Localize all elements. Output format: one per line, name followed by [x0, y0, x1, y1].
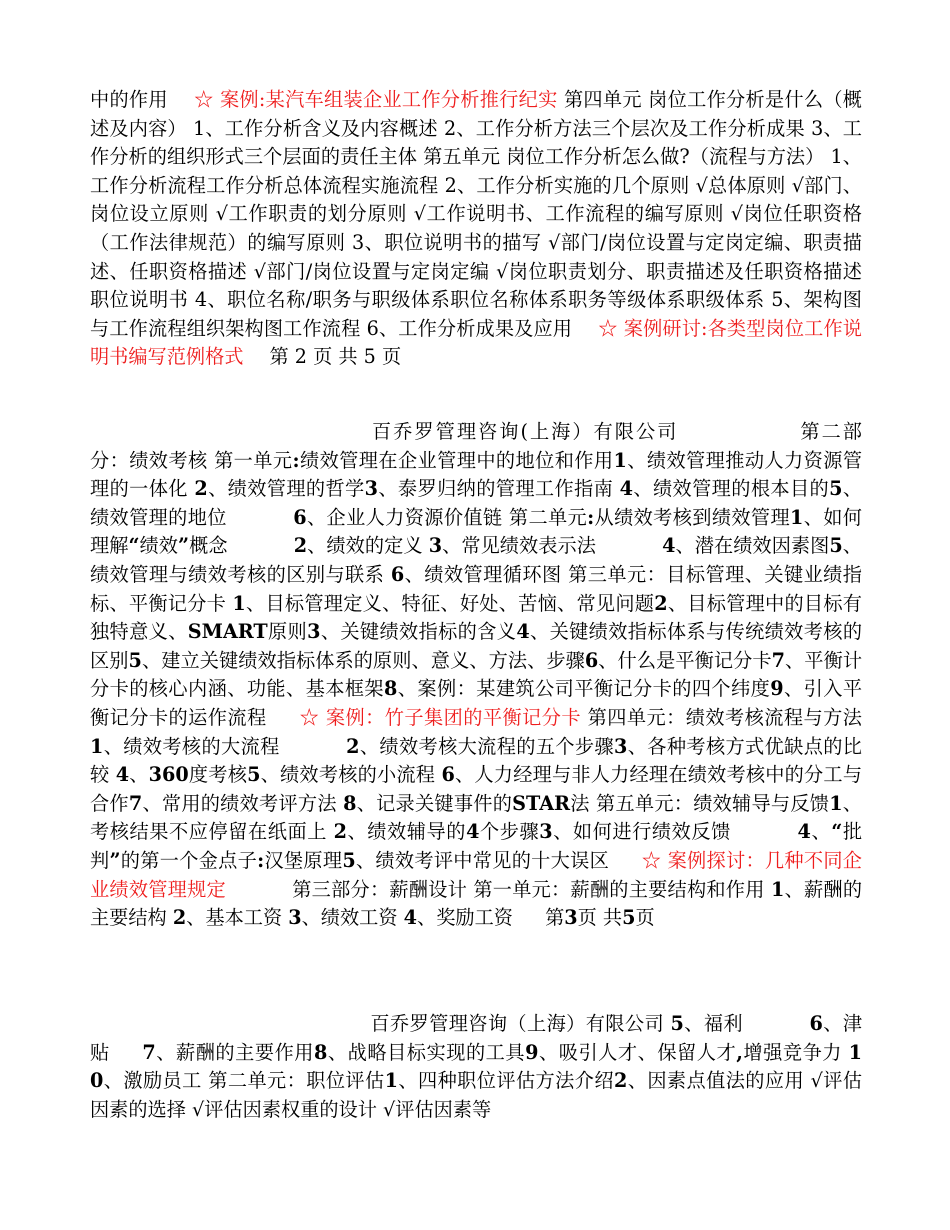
text-segment: 、泰罗归纳的管理工作指南: [377, 477, 620, 501]
text-bold: ”: [178, 534, 190, 558]
list-number: 8: [384, 677, 398, 701]
text-segment: 、绩效管理的根本目的: [633, 477, 830, 501]
list-number: 6: [809, 1012, 823, 1035]
text-segment: 第四单元：绩效考核流程与方法: [581, 705, 862, 729]
list-number: 9: [525, 1040, 539, 1064]
text-segment: 、潜在绩效因素图: [675, 534, 830, 558]
text-segment: 第: [545, 906, 565, 930]
list-number: 6: [584, 648, 599, 672]
text-segment: 、津贴: [90, 1012, 863, 1064]
text-segment: 、目标管理中的目标有独特意义、: [90, 591, 862, 644]
text-segment: 、绩效管理的地位: [90, 477, 863, 529]
list-number: 5: [670, 1012, 684, 1035]
list-number: 2: [346, 734, 360, 758]
text-segment: 、: [129, 763, 149, 787]
text-segment: 、引入平衡记分卡的运作流程: [90, 677, 863, 729]
text-segment: 、目标管理定义、特征、好处、苦恼、常见问题: [245, 591, 655, 615]
list-number: 1: [790, 505, 804, 529]
text-segment: 、绩效管理推动人力资源管理的一体化: [90, 448, 863, 501]
text-segment: 、四种职位评估方法介绍: [397, 1069, 614, 1093]
text-segment: 、福利: [683, 1012, 750, 1035]
text-bold: 5: [622, 906, 636, 930]
text-segment: 、绩效管理与绩效考核的区别与联系: [90, 534, 862, 586]
text-segment: 、什么是平衡记分卡: [598, 648, 772, 672]
list-number: 6: [390, 562, 405, 586]
text-segment: 法 第五单元：绩效辅导与反馈: [570, 791, 830, 815]
list-number: 1: [384, 1069, 398, 1093]
list-number: 3: [307, 620, 321, 644]
text-segment: 、绩效的定义: [307, 534, 429, 558]
text-segment: 、: [810, 820, 832, 844]
text-segment: 、薪酬的主要结构: [90, 877, 863, 930]
list-number: 2: [172, 906, 187, 930]
list-number: 1: [770, 877, 785, 901]
list-number: 7: [128, 791, 143, 815]
text-bold: :: [587, 505, 595, 529]
text-segment: 从绩效考核到绩效管理: [594, 505, 790, 529]
text-segment: 绩效管理在企业管理中的地位和作用: [299, 448, 614, 472]
list-number: 8: [343, 791, 357, 815]
text-segment: 的第一个金点子: [120, 848, 258, 872]
list-number: 4: [516, 620, 530, 644]
case-study-title: ☆ 案例探讨：几种不同企业绩效管理规定: [90, 848, 862, 901]
list-number: 10: [90, 1040, 863, 1093]
text-segment: 批判: [90, 820, 863, 872]
text-segment: 、关键绩效指标体系与传统绩效考核的区别: [90, 620, 863, 672]
list-number: 5: [247, 763, 261, 787]
text-segment: 、绩效辅导的: [347, 820, 467, 844]
list-number: 2: [333, 820, 347, 844]
list-number: 1: [829, 791, 843, 815]
list-number: 4: [619, 477, 634, 501]
list-number: 8: [314, 1040, 328, 1064]
text-segment: 、绩效考评中常见的十大误区: [355, 848, 616, 872]
text-segment: 、因素点值法的应用 √评估因素的选择 √评估因素权重的设计 √评估因素等: [90, 1069, 863, 1121]
page-number: [545, 906, 655, 929]
text-segment: 度考核: [188, 763, 248, 787]
list-number: 3: [614, 734, 628, 758]
text-segment: 个步骤: [479, 820, 540, 844]
text-segment: 绩效: [139, 534, 179, 558]
company-header: 百乔罗管理咨询(上海）有限公司: [370, 420, 679, 443]
list-number: 2: [654, 591, 668, 615]
list-number: 4: [115, 763, 130, 787]
text-segment: 、奖励工资: [417, 906, 520, 930]
case-study-title: ☆ 案例:某汽车组装企业工作分析推行纪实: [193, 88, 558, 111]
text-segment: 页 共: [577, 906, 623, 930]
list-number: 4: [403, 906, 418, 930]
text-bold: SMART: [187, 620, 268, 644]
company-header: 百乔罗管理咨询（上海）有限公司: [370, 1012, 665, 1035]
text-segment: 、绩效考核的小流程: [260, 763, 442, 787]
text-segment: 、薪酬的主要作用: [155, 1040, 315, 1064]
case-study-title: ☆ 案例：竹子集团的平衡记分卡: [299, 705, 582, 729]
text-segment: 、企业人力资源价值链 第二单元: [306, 505, 588, 529]
text-bold: 4: [466, 820, 480, 844]
text-segment: 页: [635, 906, 655, 930]
text-bold: ”: [109, 848, 121, 872]
list-number: 3: [428, 534, 443, 558]
text-segment: 中的作用: [90, 88, 168, 111]
list-number: 2: [613, 1069, 628, 1093]
text-segment: 概念: [189, 534, 234, 558]
text-segment: 、绩效工资: [301, 906, 404, 930]
list-number: 3: [539, 820, 553, 844]
list-number: 5: [342, 848, 356, 872]
text-bold: ,: [736, 1040, 743, 1064]
list-number: 5: [829, 477, 843, 501]
list-number: 6: [293, 505, 307, 529]
list-number: 3: [364, 477, 378, 501]
list-number: 2: [293, 534, 308, 558]
list-number: 1: [613, 448, 627, 472]
paragraph-compensation-continuation: [90, 1010, 862, 1124]
text-segment: 增强竞争力: [742, 1040, 849, 1064]
text-segment: 第三部分：薪酬设计 第一单元：薪酬的主要结构和作用: [285, 877, 771, 901]
list-number: 7: [142, 1040, 156, 1064]
list-number: 4: [797, 820, 811, 844]
text-segment: 第二部分：绩效考核 第一单元: [90, 420, 862, 472]
text-segment: 、各种考核方式优缺点的比较: [90, 734, 862, 787]
text-segment: 、基本工资: [186, 906, 289, 930]
text-segment: 、如何进行绩效反馈: [552, 820, 738, 844]
paragraph-performance-appraisal: [90, 418, 862, 933]
paragraph-unit-continuation: [90, 86, 862, 372]
text-segment: 汉堡原理: [264, 848, 343, 872]
text-bold: :: [292, 448, 300, 472]
text-bold: “: [128, 534, 140, 558]
text-segment: 、绩效管理的哲学: [207, 477, 365, 501]
text-segment: 、绩效管理循环图 第三单元：目标管理、关键业绩指标、平衡记分卡: [90, 562, 862, 615]
text-segment: 、关键绩效指标的含义: [320, 620, 517, 644]
text-segment: 、吸引人才、保留人才: [538, 1040, 737, 1064]
text-segment: 、常用的绩效考评方法: [142, 791, 344, 815]
text-bold: STAR: [512, 791, 571, 815]
list-number: 2: [194, 477, 208, 501]
text-segment: 、记录关键事件的: [356, 791, 513, 815]
list-number: 1: [232, 591, 246, 615]
text-segment: 、建立关键绩效指标体系的原则、意义、方法、步骤: [141, 648, 585, 672]
list-number: 7: [771, 648, 785, 672]
text-segment: 、绩效考核的大流程: [103, 734, 287, 758]
page-number: 第 2 页 共 5 页: [269, 345, 402, 369]
list-number: 9: [770, 677, 784, 701]
text-segment: 第四单元 岗位工作分析是什么（概述及内容） 1、工作分析含义及内容概述 2、工作分析方法三个层次及工作分析成果 3、工作分析的组织形式三个层面的责任主体 第五单元 岗位工作分析怎么做?（流程与方法） 1、工作分析流程工作分析总体流程实施流程 2、工作分析实施的几个原则 √总体原则 √部门、岗位设立原则 √工作职责的划分原则 √工作说明书、工作流程的编写原则 √岗位任职资格（工作法律规范）的编写原则 3、职位说明书的描写 √部门/岗位设置与定岗定编、职责描述、任职资格描述 √部门/岗位设置与定岗定编 √岗位职责划分、职责描述及任职资格描述职位说明书 4、职位名称/职务与职级体系职位名称体系职务等级体系职级体系 5、架构图与工作流程组织架构图工作流程 6、工作分析成果及应用: [90, 88, 862, 340]
text-bold: “: [831, 820, 843, 844]
text-segment: 、激励员工 第二单元：职位评估: [103, 1069, 385, 1093]
text-segment: 、绩效考核大流程的五个步骤: [359, 734, 615, 758]
text-bold: 3: [564, 906, 578, 930]
text-segment: 、如何理解: [90, 505, 862, 558]
list-number: 4: [662, 534, 676, 558]
list-number: 6: [441, 763, 455, 787]
case-study-title: ☆ 案例研讨:各类型岗位工作说明书编写范例格式: [90, 316, 862, 369]
list-number: 5: [128, 648, 142, 672]
text-segment: 、平衡计分卡的核心内涵、功能、基本框架: [90, 648, 863, 701]
list-number: 5: [829, 534, 843, 558]
text-segment: 、案例：某建筑公司平衡记分卡的四个纬度: [397, 677, 771, 701]
text-segment: 、战略目标实现的工具: [327, 1040, 526, 1064]
text-segment: 、常见绩效表示法: [442, 534, 603, 558]
text-segment: 原则: [267, 620, 308, 644]
text-segment: 、人力经理与非人力经理在绩效考核中的分工与合作: [90, 763, 863, 815]
text-segment: 、考核结果不应停留在纸面上: [90, 791, 862, 844]
list-number: 1: [90, 734, 104, 758]
text-bold: 360: [148, 763, 189, 787]
text-bold: :: [257, 848, 265, 872]
list-number: 3: [288, 906, 302, 930]
